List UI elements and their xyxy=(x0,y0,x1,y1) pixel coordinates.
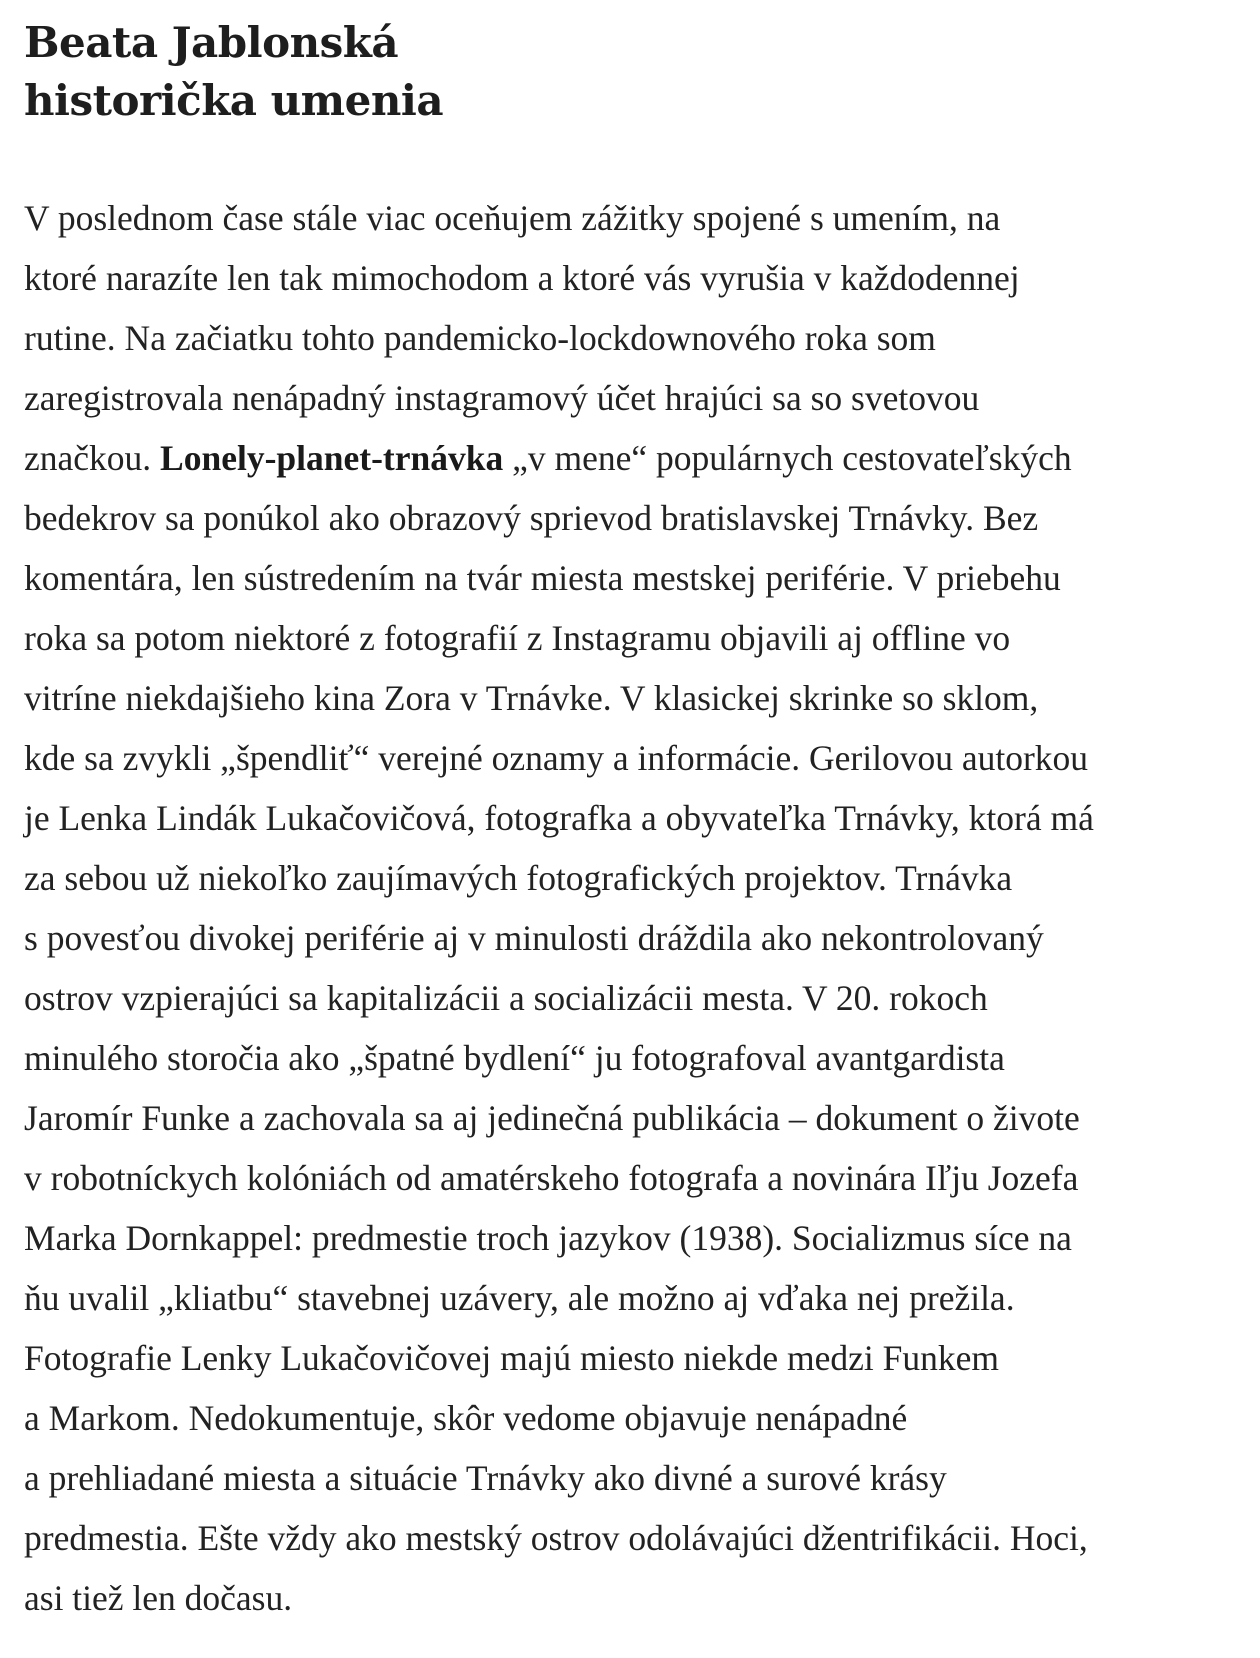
author-heading xyxy=(24,14,1236,130)
paragraph-line xyxy=(24,428,1224,488)
paragraph-line: Fotografie Lenky Lukačovičovej majú miesto niekde medzi Funkem xyxy=(24,1338,1000,1378)
paragraph-line: komentára, len sústredením na tvár miesta mestskej periférie. V priebehu xyxy=(24,558,1061,598)
paragraph-line: rutine. Na začiatku tohto pandemicko-lockdownového roka som xyxy=(24,318,936,358)
paragraph-line: ostrov vzpierajúci sa kapitalizácii a socializácii mesta. V 20. rokoch xyxy=(24,978,988,1018)
paragraph-line: vitríne niekdajšieho kina Zora v Trnávke. V klasickej skrinke so sklom, xyxy=(24,678,1039,718)
paragraph-line: s povesťou divokej periférie aj v minulosti dráždila ako nekontrolovaný xyxy=(24,918,1044,958)
paragraph-line: v robotníckych kolóniách od amatérskeho fotografa a novinára Iľju Jozefa xyxy=(24,1158,1079,1198)
paragraph-line: asi tiež len dočasu. xyxy=(24,1578,293,1618)
paragraph-line: roka sa potom niektoré z fotografií z Instagramu objavili aj offline vo xyxy=(24,618,1011,658)
paragraph-line: ktoré narazíte len tak mimochodom a ktoré vás vyrušia v každodennej xyxy=(24,258,1020,298)
article-paragraph xyxy=(24,188,1224,1628)
paragraph-line: Marka Dornkappel: predmestie troch jazykov (1938). Socializmus síce na xyxy=(24,1218,1072,1258)
author-role: historička umenia xyxy=(24,76,444,125)
paragraph-line: je Lenka Lindák Lukačovičová, fotografka a obyvateľka Trnávky, ktorá má xyxy=(24,798,1094,838)
paragraph-line: zaregistrovala nenápadný instagramový účet hrajúci sa so svetovou xyxy=(24,378,980,418)
paragraph-line: V poslednom čase stále viac oceňujem zážitky spojené s umením, na xyxy=(24,198,1001,238)
author-name: Beata Jablonská xyxy=(24,18,399,67)
paragraph-line: a Markom. Nedokumentuje, skôr vedome objavuje nenápadné xyxy=(24,1398,908,1438)
paragraph-line: ňu uvalil „kliatbu“ stavebnej uzávery, ale možno aj vďaka nej prežila. xyxy=(24,1278,1015,1318)
paragraph-line: bedekrov sa ponúkol ako obrazový sprievod bratislavskej Trnávky. Bez xyxy=(24,498,1039,538)
instagram-account-name: Lonely-planet-trnávka xyxy=(160,438,504,478)
paragraph-line: Jaromír Funke a zachovala sa aj jedinečná publikácia – dokument o živote xyxy=(24,1098,1080,1138)
line-text-after: „v mene“ populárnych cestovateľských xyxy=(503,438,1072,478)
paragraph-line: kde sa zvykli „špendliť“ verejné oznamy a informácie. Gerilovou autorkou xyxy=(24,738,1089,778)
paragraph-line: minulého storočia ako „špatné bydlení“ ju fotografoval avantgardista xyxy=(24,1038,1005,1078)
paragraph-line: predmestia. Ešte vždy ako mestský ostrov odolávajúci džentrifikácii. Hoci, xyxy=(24,1518,1088,1558)
line-text-before: značkou. xyxy=(24,438,161,478)
paragraph-line: a prehliadané miesta a situácie Trnávky ako divné a surové krásy xyxy=(24,1458,947,1498)
paragraph-line: za sebou už niekoľko zaujímavých fotografických projektov. Trnávka xyxy=(24,858,1013,898)
